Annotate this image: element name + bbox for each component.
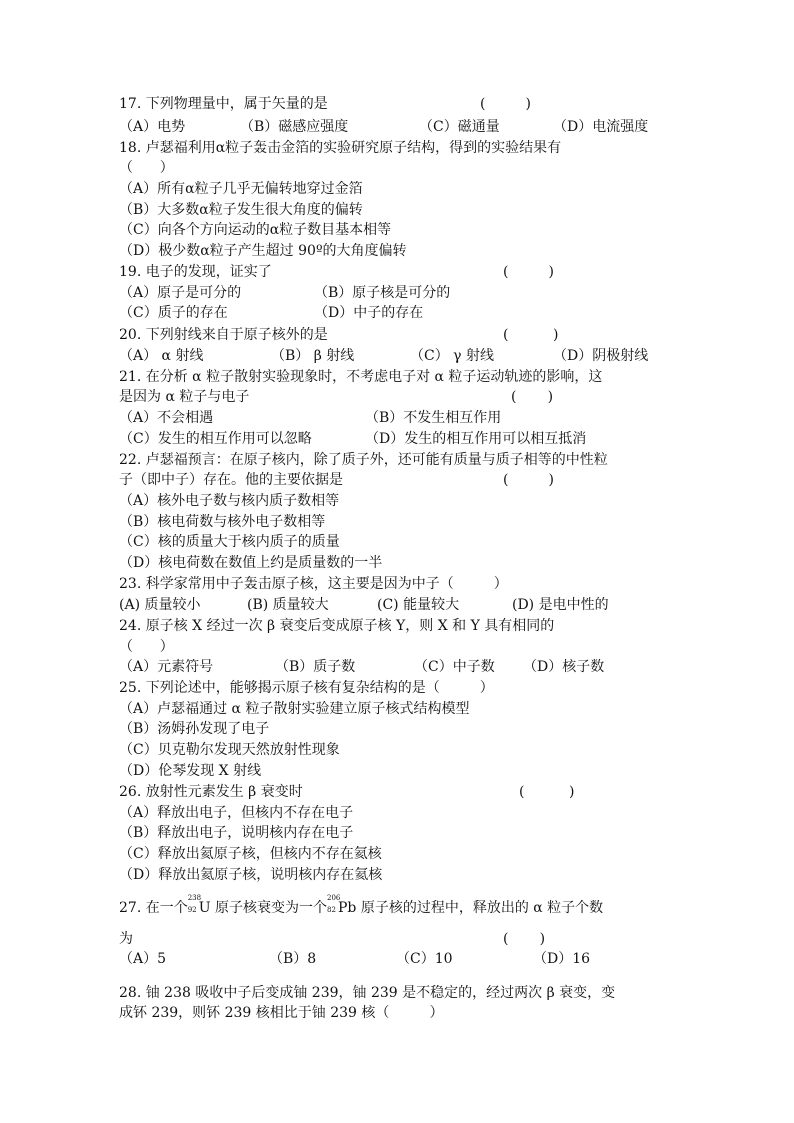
answer-bracket: ( ) — [503, 931, 546, 947]
option-d: （D）核子数 — [523, 659, 605, 675]
option-c: （C） γ 射线 — [410, 348, 494, 364]
option-c: （C）质子的存在 — [119, 305, 228, 321]
answer-bracket: ( ) — [480, 96, 531, 112]
question-stem: 25. 下列论述中，能够揭示原子核有复杂结构的是（ ） — [119, 680, 494, 696]
question-26 — [0, 782, 575, 802]
option-a-row — [0, 179, 363, 199]
option-a: （A）所有α粒子几乎无偏转地穿过金箔 — [119, 181, 363, 197]
option-a: (A) 质量较小 — [119, 597, 201, 613]
option-c-row — [0, 220, 392, 240]
option-c-row — [0, 844, 382, 864]
question-stem: 19. 电子的发现，证实了 — [119, 264, 272, 280]
option-b-row — [0, 823, 354, 843]
answer-bracket: ( ) — [503, 472, 554, 488]
question-stem: 21. 在分析 α 粒子散射实验现象时，不考虑电子对 α 粒子运动轨迹的影响，这 — [119, 369, 603, 385]
option-c-row — [0, 740, 340, 760]
question-17 — [0, 94, 531, 114]
option-a-row — [0, 699, 470, 719]
option-b: (B) 质量较大 — [247, 597, 329, 613]
question-22 — [0, 450, 608, 470]
option-d: （D）16 — [533, 951, 591, 967]
options-19-row1 — [0, 283, 451, 303]
answer-bracket: （ ） — [119, 639, 174, 655]
question-stem: 成钚 239，则钚 239 核相比于铀 239 核（ ） — [119, 1005, 444, 1021]
option-d: （D）伦琴发现 X 射线 — [119, 763, 262, 779]
option-c: （C）贝克勒尔发现天然放射性现象 — [119, 742, 340, 758]
option-a: （A）核外电子数与核内质子数相等 — [119, 493, 340, 509]
question-27-line2 — [0, 929, 546, 949]
option-d: （D）阴极射线 — [553, 348, 649, 364]
options-21-row2 — [0, 429, 587, 449]
option-a: （A）电势 — [119, 119, 186, 135]
option-b-row — [0, 200, 363, 220]
option-d: （D）核电荷数在数值上约是质量数的一半 — [119, 555, 383, 571]
question-24 — [0, 616, 555, 636]
question-stem — [119, 894, 604, 918]
question-25 — [0, 678, 494, 698]
question-21 — [0, 367, 603, 387]
uranium-nuclide — [187, 894, 211, 918]
option-d: （D）中子的存在 — [314, 305, 424, 321]
question-19 — [0, 262, 554, 282]
option-b: （B）磁感应强度 — [240, 119, 349, 135]
question-stem: 22. 卢瑟福预言：在原子核内，除了质子外，还可能有质量与质子相等的中性粒 — [119, 452, 608, 468]
atomic-number: 82 — [326, 906, 336, 914]
question-28-line2 — [0, 1003, 444, 1023]
options-20 — [0, 346, 649, 366]
question-28 — [0, 983, 616, 1003]
option-c: （C）向各个方向运动的α粒子数目基本相等 — [119, 222, 392, 238]
question-stem: 为 — [119, 931, 133, 947]
options-17 — [0, 117, 649, 137]
option-a: （A）卢瑟福通过 α 粒子散射实验建立原子核式结构模型 — [119, 701, 470, 717]
element-symbol: Pb — [337, 900, 357, 916]
option-c: （C）释放出氦原子核，但核内不存在氦核 — [119, 846, 382, 862]
question-stem: 24. 原子核 X 经过一次 β 衰变后变成原子核 Y，则 X 和 Y 具有相同的 — [119, 618, 555, 634]
option-d-row — [0, 553, 383, 573]
option-c: （C）核的质量大于核内质子的质量 — [119, 534, 340, 550]
question-stem: 23. 科学家常用中子轰击原子核，这主要是因为中子（ ） — [119, 576, 508, 592]
option-a-row — [0, 491, 340, 511]
question-stem: 18. 卢瑟福利用α粒子轰击金箔的实验研究原子结构，得到的实验结果有 — [119, 140, 562, 156]
option-b: （B） β 射线 — [271, 348, 355, 364]
mass-number: 206 — [326, 894, 341, 902]
question-stem: 是因为 α 粒子与电子 — [119, 389, 250, 405]
answer-bracket-row — [0, 158, 174, 178]
question-20 — [0, 325, 559, 345]
option-b: （B）不发生相互作用 — [365, 410, 502, 426]
question-21-line2 — [0, 387, 554, 407]
question-stem: 26. 放射性元素发生 β 衰变时 — [119, 784, 303, 800]
question-stem: 20. 下列射线来自于原子核外的是 — [119, 327, 328, 343]
answer-bracket: ( ) — [511, 389, 554, 405]
question-stem: 子（即中子）存在。他的主要依据是 — [119, 472, 343, 488]
option-b: （B）核电荷数与核外电子数相等 — [119, 514, 326, 530]
option-b: （B）汤姆孙发现了电子 — [119, 721, 270, 737]
option-c: （C）磁通量 — [419, 119, 500, 135]
answer-bracket-row — [0, 637, 174, 657]
answer-bracket: ( ) — [503, 327, 559, 343]
options-19-row2 — [0, 303, 424, 323]
option-c: (C) 能量较大 — [377, 597, 460, 613]
mass-number: 238 — [187, 894, 202, 902]
option-c: （C）中子数 — [414, 659, 495, 675]
option-b: （B）释放出电子，说明核内存在电子 — [119, 825, 354, 841]
option-a: （A）不会相遇 — [119, 410, 214, 426]
atomic-number: 92 — [187, 906, 197, 914]
option-c-row — [0, 532, 340, 552]
option-a-row — [0, 803, 354, 823]
question-stem: 28. 铀 238 吸收中子后变成铀 239，铀 239 是不稳定的，经过两次 β 衰变，变 — [119, 985, 616, 1001]
option-d: （D）电流强度 — [553, 119, 649, 135]
answer-bracket: ( ) — [519, 784, 575, 800]
stem-mid: 原子核衰变为一个 — [210, 900, 327, 916]
question-22-line2 — [0, 470, 554, 490]
option-d-row — [0, 761, 262, 781]
option-d: （D）释放出氦原子核，说明核内存在氦核 — [119, 867, 383, 883]
answer-bracket: （ ） — [119, 160, 174, 176]
options-24 — [0, 657, 605, 677]
question-27 — [0, 894, 604, 918]
stem-post: 原子核的过程中，释放出的 α 粒子个数 — [356, 900, 604, 916]
options-27 — [0, 949, 591, 969]
option-b: （B）8 — [269, 951, 317, 967]
option-b: （B）原子核是可分的 — [314, 285, 451, 301]
option-a: （A）原子是可分的 — [119, 285, 242, 301]
question-23 — [0, 574, 508, 594]
option-a: （A） α 射线 — [119, 348, 204, 364]
answer-bracket: ( ) — [503, 264, 554, 280]
lead-nuclide — [326, 894, 357, 918]
option-c: （C）10 — [396, 951, 453, 967]
options-23 — [0, 595, 609, 615]
option-b-row — [0, 719, 270, 739]
question-18 — [0, 138, 562, 158]
option-a: （A）释放出电子，但核内不存在电子 — [119, 805, 354, 821]
options-21-row1 — [0, 408, 502, 428]
option-d-row — [0, 865, 383, 885]
stem-pre: 27. 在一个 — [119, 900, 188, 916]
option-b: （B）大多数α粒子发生很大角度的偏转 — [119, 202, 363, 218]
option-b: （B）质子数 — [275, 659, 356, 675]
option-a: （A）5 — [119, 951, 167, 967]
option-d-row — [0, 241, 407, 261]
question-stem: 17. 下列物理量中，属于矢量的是 — [119, 96, 328, 112]
element-symbol: U — [198, 900, 211, 916]
option-c: （C）发生的相互作用可以忽略 — [119, 431, 312, 447]
option-b-row — [0, 512, 326, 532]
option-d: (D) 是电中性的 — [512, 597, 609, 613]
option-d: （D）发生的相互作用可以相互抵消 — [365, 431, 587, 447]
option-d: （D）极少数α粒子产生超过 90º的大角度偏转 — [119, 243, 407, 259]
option-a: （A）元素符号 — [119, 659, 214, 675]
